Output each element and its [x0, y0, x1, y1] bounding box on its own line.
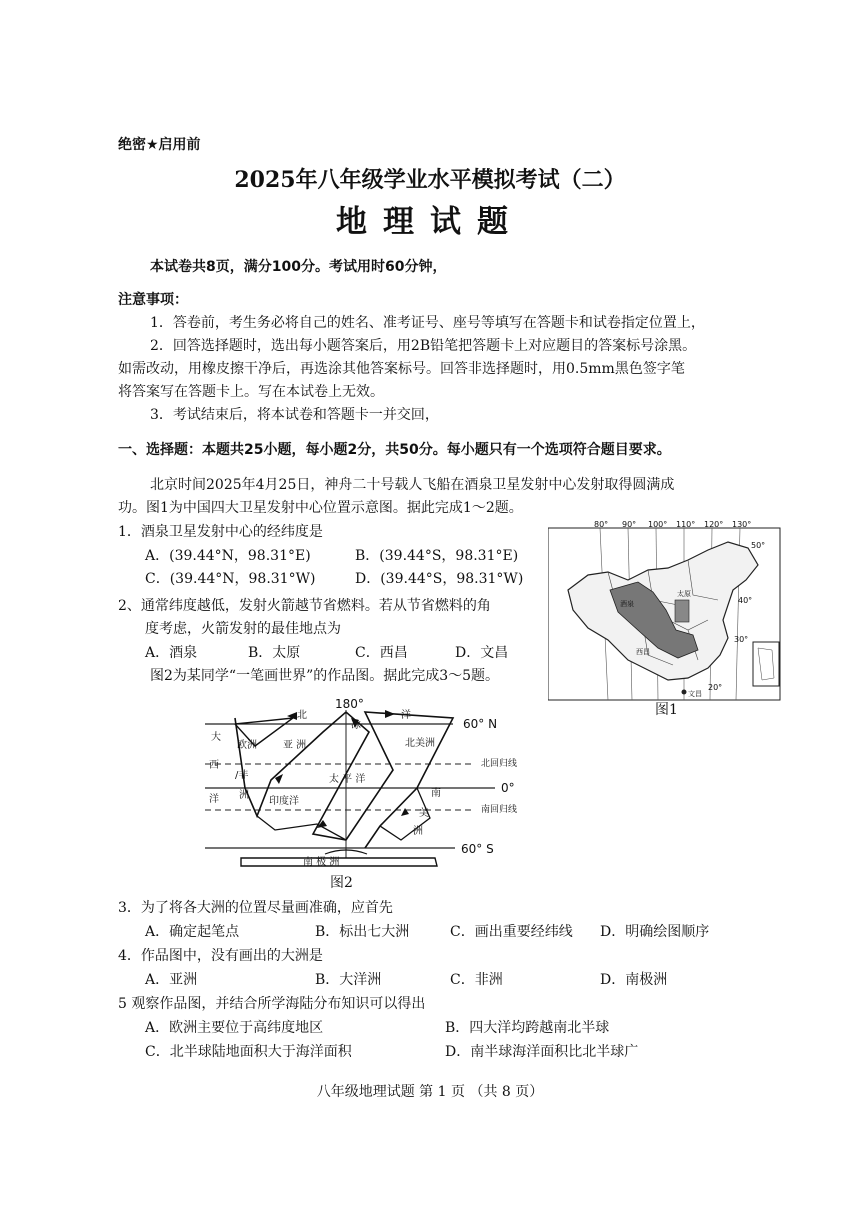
- q5-option-a: A．欧洲主要位于高纬度地区: [145, 1020, 324, 1036]
- fig1-lat-label: 50°: [751, 541, 766, 550]
- q5-option-b: B．四大洋均跨越南北半球: [445, 1020, 610, 1036]
- figure2-caption: 图2: [330, 875, 353, 891]
- fig2-label: 洋: [209, 794, 219, 805]
- q5-option-c: C．北半球陆地面积大于海洋面积: [145, 1044, 352, 1060]
- fig1-lon-label: 90°: [622, 520, 637, 529]
- fig1-site-xichang: 西昌: [636, 648, 650, 656]
- q4-stem: 4．作品图中，没有画出的大洲是: [118, 948, 323, 964]
- fig1-lat-label: 20°: [708, 683, 723, 692]
- fig2-lon-180: 180°: [335, 698, 364, 711]
- fig1-site-taiyuan: 太原: [677, 590, 691, 598]
- subject-title: 地理试题: [336, 204, 524, 240]
- q1-option-c: C．(39.44°N，98.31°W): [145, 571, 316, 587]
- q3-option-a: A．确定起笔点: [145, 924, 240, 940]
- fig1-lat-label: 30°: [734, 635, 749, 644]
- q4-option-c: C．非洲: [450, 972, 503, 988]
- fig2-lat-0: 0°: [501, 781, 515, 795]
- notice-item-2-line-3: 将答案写在答题卡上。写在本试卷上无效。: [118, 384, 384, 400]
- q5-stem: 5 观察作品图，并结合所学海陆分布知识可以得出: [118, 996, 426, 1012]
- q4-option-a: A．亚洲: [145, 972, 198, 988]
- q4-option-d: D．南极洲: [600, 972, 668, 988]
- q2-stem-line-2: 度考虑，火箭发射的最佳地点为: [145, 621, 341, 637]
- notice-item-2-line-2: 如需改动，用橡皮擦干净后，再选涂其他答案标号。回答非选择题时，用0.5mm黑色签字笔: [118, 361, 685, 377]
- q5-option-d: D．南半球海洋面积比北半球广: [445, 1044, 639, 1060]
- notice-item-1: 1．答卷前，考生务必将自己的姓名、准考证号、座号等填写在答题卡和试卷指定位置上，: [150, 315, 705, 331]
- passage-line-1: 北京时间2025年4月25日，神舟二十号载人飞船在酒泉卫星发射中心发射取得圆满成: [150, 477, 675, 493]
- figure2-drawing: [205, 698, 535, 874]
- fig1-lat-label: 40°: [738, 596, 753, 605]
- exam-intro: 本试卷共8页，满分100分。考试用时60分钟，: [150, 259, 447, 275]
- fig2-label: 南 极 洲: [303, 857, 340, 868]
- fig2-label: 洲: [239, 790, 249, 801]
- fig1-lon-label: 130°: [732, 520, 752, 529]
- fig2-label: 亚 洲: [283, 740, 307, 751]
- figure2-intro: 图2为某同学“一笔画世界”的作品图。据此完成3～5题。: [150, 668, 500, 684]
- q3-option-b: B．标出七大洲: [315, 924, 410, 940]
- fig2-label: 洲: [413, 826, 423, 837]
- figure1-map: [548, 520, 788, 710]
- fig2-label: 北美洲: [405, 738, 435, 749]
- q2-option-d: D．文昌: [455, 645, 509, 661]
- q2-option-a: A．酒泉: [145, 645, 198, 661]
- fig2-label: 欧洲: [237, 740, 257, 751]
- confidential-mark: 绝密★启用前: [118, 137, 201, 153]
- q3-stem: 3．为了将各大洲的位置尽量画准确，应首先: [118, 900, 393, 916]
- fig2-lat-60n: 60° N: [463, 717, 498, 731]
- q1-option-b: B．(39.44°S，98.31°E): [355, 548, 519, 564]
- fig1-lon-label: 120°: [704, 520, 724, 529]
- q2-option-b: B．太原: [248, 645, 301, 661]
- exam-title: 2025年八年级学业水平模拟考试（二）: [234, 167, 626, 193]
- fig2-tropic-s: 南回归线: [481, 805, 518, 815]
- fig2-label: 冰: [351, 720, 361, 731]
- fig2-lat-60s: 60° S: [461, 842, 494, 856]
- q4-option-b: B．大洋洲: [315, 972, 382, 988]
- fig1-site-wenchang: 文昌: [688, 690, 702, 698]
- fig1-lon-label: 100°: [648, 520, 668, 529]
- notice-item-2-line-1: 2．回答选择题时，选出每小题答案后，用2B铅笔把答题卡上对应题目的答案标号涂黑。: [150, 338, 697, 354]
- fig2-label: 印度洋: [269, 796, 299, 807]
- fig2-tropic-n: 北回归线: [481, 759, 518, 769]
- fig2-label: 西: [209, 760, 219, 771]
- fig1-site-jiuquan: 酒泉: [620, 600, 634, 608]
- fig2-label: /非: [235, 770, 249, 781]
- fig2-label: 大: [211, 732, 221, 743]
- figure1-caption: 图1: [655, 702, 678, 718]
- q1-option-a: A．(39.44°N，98.31°E): [145, 548, 311, 564]
- fig2-label: 太 平 洋: [329, 774, 366, 785]
- fig2-label: 南: [431, 788, 441, 799]
- q1-stem: 1．酒泉卫星发射中心的经纬度是: [118, 524, 323, 540]
- fig1-lon-label: 80°: [594, 520, 609, 529]
- fig2-label: 美: [419, 808, 429, 819]
- fig2-label: 洋: [401, 710, 411, 721]
- q1-option-d: D．(39.44°S，98.31°W): [355, 571, 524, 587]
- passage-line-2: 功。图1为中国四大卫星发射中心位置示意图。据此完成1～2题。: [118, 500, 523, 516]
- q3-option-c: C．画出重要经纬线: [450, 924, 573, 940]
- notice-item-3: 3．考试结束后，将本试卷和答题卡一并交回，: [150, 407, 439, 423]
- notice-heading: 注意事项：: [118, 292, 188, 308]
- page-footer: 八年级地理试题 第 1 页 （共 8 页）: [316, 1084, 544, 1100]
- fig2-label: 北: [297, 710, 307, 721]
- fig1-lon-label: 110°: [676, 520, 696, 529]
- q2-stem-line-1: 2、通常纬度越低，发射火箭越节省燃料。若从节省燃料的角: [118, 598, 491, 614]
- q2-option-c: C．西昌: [355, 645, 408, 661]
- q3-option-d: D．明确绘图顺序: [600, 924, 710, 940]
- section-heading: 一、选择题：本题共25小题，每小题2分，共50分。每小题只有一个选项符合题目要求。: [118, 442, 671, 458]
